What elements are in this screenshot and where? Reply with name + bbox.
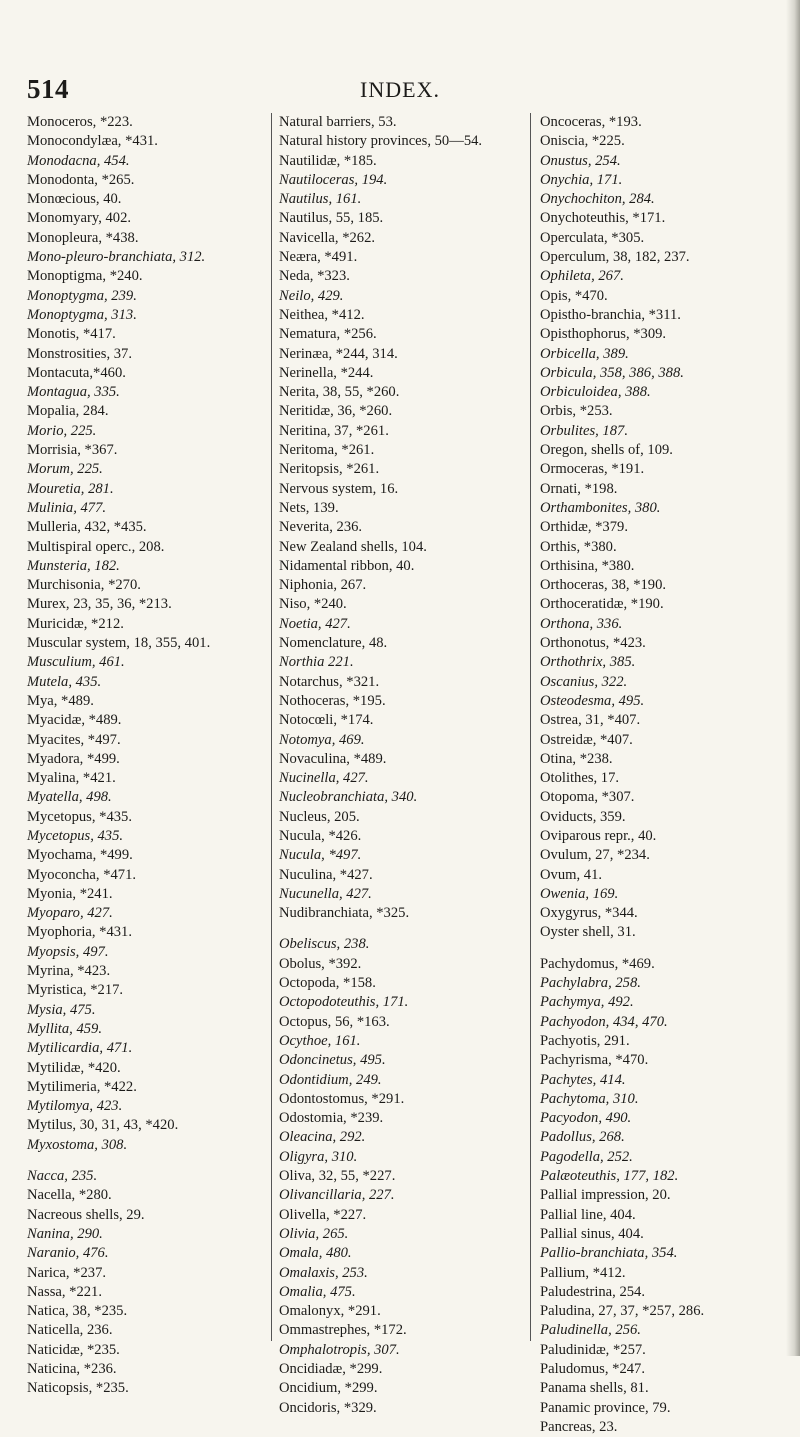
index-entry: Nucleobranchiata, 340. bbox=[279, 789, 418, 806]
index-entry: Nucleus, 205. bbox=[279, 808, 360, 825]
index-entry: Muricidæ, *212. bbox=[27, 615, 124, 632]
index-entry: Munsteria, 182. bbox=[27, 557, 120, 574]
index-entry: Morio, 225. bbox=[27, 422, 97, 439]
index-entry: Neithea, *412. bbox=[279, 306, 365, 323]
index-entry: Nanina, 290. bbox=[27, 1225, 103, 1242]
index-entry: Natural history provinces, 50—54. bbox=[279, 133, 483, 150]
index-entry: Monoptigma, *240. bbox=[27, 268, 143, 285]
index-entry: Mytilicardia, 471. bbox=[27, 1040, 133, 1057]
index-entry: Naticopsis, *235. bbox=[27, 1380, 129, 1397]
index-entry: Monodonta, *265. bbox=[27, 171, 135, 188]
index-entry: Nucunella, 427. bbox=[279, 885, 372, 902]
index-entry: Nets, 139. bbox=[279, 499, 339, 516]
index-entry: Neritopsis, *261. bbox=[279, 461, 380, 478]
index-entry: Owenia, 169. bbox=[540, 885, 619, 902]
index-entry: Myonia, *241. bbox=[27, 885, 113, 902]
index-entry: Omphalotropis, 307. bbox=[279, 1341, 400, 1358]
index-entry: Orthonotus, *423. bbox=[540, 635, 646, 652]
index-entry: Oregon, shells of, 109. bbox=[540, 442, 673, 459]
index-entry: Nacella, *280. bbox=[27, 1187, 112, 1204]
index-column-1 bbox=[27, 113, 271, 1399]
index-entry: Pallial sinus, 404. bbox=[540, 1225, 644, 1242]
index-entry: Myalina, *421. bbox=[27, 770, 116, 787]
index-entry: Orbulites, 187. bbox=[540, 422, 628, 439]
index-entry: Nerita, 38, 55, *260. bbox=[279, 384, 400, 401]
index-entry: Neritoma, *261. bbox=[279, 442, 375, 459]
index-entry: Montagua, 335. bbox=[27, 384, 120, 401]
index-entry: Pachyotis, 291. bbox=[540, 1032, 630, 1049]
index-entry: Oniscia, *225. bbox=[540, 133, 625, 150]
index-entry: Orthidæ, *379. bbox=[540, 519, 628, 536]
index-entry: Orthambonites, 380. bbox=[540, 499, 661, 516]
index-entry: Myadora, *499. bbox=[27, 750, 120, 767]
index-entry: Octopus, 56, *163. bbox=[279, 1013, 390, 1030]
index-entry: Orthona, 336. bbox=[540, 615, 623, 632]
index-entry: Paludina, 27, 37, *257, 286. bbox=[540, 1303, 705, 1320]
index-entry: Monocondylæa, *431. bbox=[27, 133, 158, 150]
index-entry: Onychochiton, 284. bbox=[540, 191, 655, 208]
index-entry: Nerinella, *244. bbox=[279, 364, 374, 381]
index-entry: Noetia, 427. bbox=[279, 615, 351, 632]
index-entry: Narica, *237. bbox=[27, 1264, 107, 1281]
index-entry: Nacca, 235. bbox=[27, 1168, 98, 1185]
index-entry: Otopoma, *307. bbox=[540, 789, 635, 806]
index-entry: Neverita, 236. bbox=[279, 519, 363, 536]
index-entry: Pallium, *412. bbox=[540, 1264, 626, 1281]
index-entry: Neritidæ, 36, *260. bbox=[279, 403, 393, 420]
index-entry: Myoconcha, *471. bbox=[27, 866, 137, 883]
index-entry: Opis, *470. bbox=[540, 287, 608, 304]
index-entry: Myristica, *217. bbox=[27, 982, 124, 999]
index-entry: Mutela, 435. bbox=[27, 673, 102, 690]
index-entry: Ostreidæ, *407. bbox=[540, 731, 633, 748]
index-entry: Paludomus, *247. bbox=[540, 1361, 645, 1377]
index-entry: Myophoria, *431. bbox=[27, 924, 132, 941]
index-entry: Neda, *323. bbox=[279, 268, 350, 285]
index-entry: Obolus, *392. bbox=[279, 955, 362, 972]
index-entry: Padollus, 268. bbox=[540, 1129, 625, 1146]
index-entry: Nacreous shells, 29. bbox=[27, 1206, 145, 1223]
index-entry: Orthis, *380. bbox=[540, 538, 617, 555]
index-entry: Orbis, *253. bbox=[540, 403, 613, 420]
index-column-2 bbox=[279, 113, 523, 1418]
index-entry: Pachymya, 492. bbox=[540, 994, 634, 1011]
index-entry: Oncoceras, *193. bbox=[540, 114, 642, 130]
index-entry: Morum, 225. bbox=[27, 461, 103, 478]
index-entry: Nucinella, 427. bbox=[279, 770, 369, 787]
index-entry: Operculata, *305. bbox=[540, 229, 645, 246]
index-entry: Ophileta, 267. bbox=[540, 268, 624, 285]
index-entry: Pancreas, 23. bbox=[540, 1418, 618, 1435]
index-entry: Oviparous repr., 40. bbox=[540, 827, 657, 844]
index-entry: Pachyrisma, *470. bbox=[540, 1052, 649, 1069]
running-head: INDEX. bbox=[360, 77, 440, 102]
index-entry: Onychoteuthis, *171. bbox=[540, 210, 666, 227]
index-column-3 bbox=[540, 113, 790, 1437]
index-entry: Omalaxis, 253. bbox=[279, 1264, 368, 1281]
index-entry: Notarchus, *321. bbox=[279, 673, 380, 690]
index-entry: Notomya, 469. bbox=[279, 731, 365, 748]
index-entry: Nautilus, 161. bbox=[279, 191, 362, 208]
index-entry: Obeliscus, 238. bbox=[279, 936, 370, 953]
index-entry: Olivella, *227. bbox=[279, 1206, 367, 1223]
index-entry: Osteodesma, 495. bbox=[540, 692, 645, 709]
index-entry: Navicella, *262. bbox=[279, 229, 376, 246]
index-entry: Mycetopus, 435. bbox=[27, 827, 124, 844]
page-number: 514 bbox=[27, 74, 69, 104]
index-entry: Nautilidæ, *185. bbox=[279, 152, 377, 169]
index-entry: Onychia, 171. bbox=[540, 171, 623, 188]
index-entry: Multispiral operc., 208. bbox=[27, 538, 165, 555]
index-entry: Nassa, *221. bbox=[27, 1283, 102, 1300]
index-entry: Niphonia, 267. bbox=[279, 577, 367, 594]
index-entry: Oleacina, 292. bbox=[279, 1129, 366, 1146]
index-entry: New Zealand shells, 104. bbox=[279, 538, 427, 555]
index-entry: Oyster shell, 31. bbox=[540, 924, 636, 941]
index-entry: Orbicula, 358, 386, 388. bbox=[540, 364, 684, 381]
index-entry: Nucula, *497. bbox=[279, 847, 362, 864]
index-entry: Ovulum, 27, *234. bbox=[540, 847, 650, 864]
index-entry: Naticina, *236. bbox=[27, 1361, 117, 1377]
index-entry: Oxygyrus, *344. bbox=[540, 905, 638, 922]
index-entry: Mytilus, 30, 31, 43, *420. bbox=[27, 1117, 179, 1134]
index-entry: Mytilidæ, *420. bbox=[27, 1059, 121, 1076]
index-entry: Naranio, 476. bbox=[27, 1245, 109, 1262]
index-entry: Ovum, 41. bbox=[540, 866, 603, 883]
index-entry: Nematura, *256. bbox=[279, 326, 377, 343]
index-entry: Otolithes, 17. bbox=[540, 770, 620, 787]
letter-section-gap bbox=[279, 923, 523, 935]
index-entry: Oligyra, 310. bbox=[279, 1148, 358, 1165]
index-entry: Operculum, 38, 182, 237. bbox=[540, 249, 690, 266]
index-entry: Opistho-branchia, *311. bbox=[540, 306, 681, 323]
index-entry: Orthoceratidæ, *190. bbox=[540, 596, 664, 613]
index-entry: Mya, *489. bbox=[27, 692, 94, 709]
index-entry: Nucula, *426. bbox=[279, 827, 362, 844]
index-entry: Pallio-branchiata, 354. bbox=[540, 1245, 678, 1262]
index-entry: Otina, *238. bbox=[540, 750, 613, 767]
index-entry: Monoptygma, 313. bbox=[27, 306, 137, 323]
index-entry: Monomyary, 402. bbox=[27, 210, 132, 227]
index-entry: Pachyodon, 434, 470. bbox=[540, 1013, 668, 1030]
index-entry: Pachytes, 414. bbox=[540, 1071, 626, 1088]
column-divider bbox=[271, 113, 272, 1341]
index-entry: Ocythoe, 161. bbox=[279, 1032, 361, 1049]
index-entry: Nervous system, 16. bbox=[279, 480, 399, 497]
index-entry: Monopleura, *438. bbox=[27, 229, 139, 246]
index-entry: Myopsis, 497. bbox=[27, 943, 109, 960]
index-entry: Naticella, 236. bbox=[27, 1322, 113, 1339]
index-entry: Nothoceras, *195. bbox=[279, 692, 386, 709]
index-entry: Omalonyx, *291. bbox=[279, 1303, 381, 1320]
index-entry: Panamic province, 79. bbox=[540, 1399, 671, 1416]
index-entry: Pacyodon, 490. bbox=[540, 1110, 632, 1127]
index-entry: Odontostomus, *291. bbox=[279, 1090, 405, 1107]
index-entry: Olivancillaria, 227. bbox=[279, 1187, 395, 1204]
index-entry: Ormoceras, *191. bbox=[540, 461, 645, 478]
index-entry: Natica, 38, *235. bbox=[27, 1303, 128, 1320]
index-entry: Palæoteuthis, 177, 182. bbox=[540, 1168, 679, 1185]
index-entry: Octopoda, *158. bbox=[279, 975, 376, 992]
index-entry: Pallial line, 404. bbox=[540, 1206, 636, 1223]
index-entry: Nidamental ribbon, 40. bbox=[279, 557, 415, 574]
index-entry: Naticidæ, *235. bbox=[27, 1341, 120, 1358]
index-entry: Oliva, 32, 55, *227. bbox=[279, 1168, 396, 1185]
index-entry: Mulleria, 432, *435. bbox=[27, 519, 147, 536]
index-entry: Myatella, 498. bbox=[27, 789, 112, 806]
index-entry: Orthoceras, 38, *190. bbox=[540, 577, 667, 594]
letter-section-gap bbox=[27, 1155, 271, 1167]
index-entry: Mytilimeria, *422. bbox=[27, 1078, 137, 1095]
index-entry: Panama shells, 81. bbox=[540, 1380, 649, 1397]
index-entry: Oncidiadæ, *299. bbox=[279, 1361, 383, 1377]
index-entry: Natural barriers, 53. bbox=[279, 114, 397, 130]
index-entry: Mopalia, 284. bbox=[27, 403, 109, 420]
index-entry: Niso, *240. bbox=[279, 596, 347, 613]
index-entry: Oncidoris, *329. bbox=[279, 1399, 377, 1416]
index-entry: Notocœli, *174. bbox=[279, 712, 374, 729]
page-header bbox=[0, 74, 800, 106]
index-entry: Myllita, 459. bbox=[27, 1020, 102, 1037]
index-entry: Mysia, 475. bbox=[27, 1001, 96, 1018]
index-entry: Paludinidæ, *257. bbox=[540, 1341, 646, 1358]
index-entry: Nerinæa, *244, 314. bbox=[279, 345, 398, 362]
index-entry: Orbiculoidea, 388. bbox=[540, 384, 651, 401]
index-entry: Monodacna, 454. bbox=[27, 152, 130, 169]
index-entry: Pachylabra, 258. bbox=[540, 975, 641, 992]
index-entry: Paludinella, 256. bbox=[540, 1322, 641, 1339]
index-entry: Myrina, *423. bbox=[27, 963, 111, 980]
index-entry: Montacuta,*460. bbox=[27, 364, 126, 381]
index-entry: Oviducts, 359. bbox=[540, 808, 626, 825]
index-entry: Pallial impression, 20. bbox=[540, 1187, 671, 1204]
index-entry: Novaculina, *489. bbox=[279, 750, 387, 767]
index-entry: Oscanius, 322. bbox=[540, 673, 628, 690]
index-entry: Pagodella, 252. bbox=[540, 1148, 633, 1165]
index-entry: Pachydomus, *469. bbox=[540, 955, 655, 972]
index-entry: Monotis, *417. bbox=[27, 326, 116, 343]
index-entry: Myxostoma, 308. bbox=[27, 1136, 128, 1153]
index-entry: Myacidæ, *489. bbox=[27, 712, 122, 729]
index-entry: Myochama, *499. bbox=[27, 847, 133, 864]
index-entry: Muscular system, 18, 355, 401. bbox=[27, 635, 211, 652]
index-entry: Mycetopus, *435. bbox=[27, 808, 132, 825]
index-entry: Opisthophorus, *309. bbox=[540, 326, 667, 343]
index-entry: Odontidium, 249. bbox=[279, 1071, 382, 1088]
index-entry: Olivia, 265. bbox=[279, 1225, 349, 1242]
index-entry: Orthisina, *380. bbox=[540, 557, 635, 574]
index-entry: Neritina, 37, *261. bbox=[279, 422, 389, 439]
index-entry: Neæra, *491. bbox=[279, 249, 358, 266]
index-entry: Omalia, 475. bbox=[279, 1283, 356, 1300]
index-entry: Musculium, 461. bbox=[27, 654, 125, 671]
index-entry: Northia 221. bbox=[279, 654, 354, 671]
index-entry: Myoparo, 427. bbox=[27, 905, 113, 922]
index-entry: Ornati, *198. bbox=[540, 480, 618, 497]
index-entry: Morrisia, *367. bbox=[27, 442, 118, 459]
index-entry: Omala, 480. bbox=[279, 1245, 352, 1262]
index-entry: Oncidium, *299. bbox=[279, 1380, 378, 1397]
index-entry: Nautiloceras, 194. bbox=[279, 171, 388, 188]
page-edge-shadow bbox=[786, 0, 800, 1356]
index-entry: Myacites, *497. bbox=[27, 731, 121, 748]
index-entry: Onustus, 254. bbox=[540, 152, 621, 169]
index-entry: Monoptygma, 239. bbox=[27, 287, 137, 304]
index-entry: Mytilomya, 423. bbox=[27, 1098, 123, 1115]
index-entry: Nuculina, *427. bbox=[279, 866, 373, 883]
index-entry: Nomenclature, 48. bbox=[279, 635, 388, 652]
index-entry: Orthothrix, 385. bbox=[540, 654, 636, 671]
index-entry: Monoceros, *223. bbox=[27, 114, 133, 130]
letter-section-gap bbox=[540, 943, 790, 955]
index-entry: Nautilus, 55, 185. bbox=[279, 210, 384, 227]
index-entry: Orbicella, 389. bbox=[540, 345, 629, 362]
index-entry: Ostrea, 31, *407. bbox=[540, 712, 641, 729]
index-entry: Monœcious, 40. bbox=[27, 191, 122, 208]
column-divider bbox=[530, 113, 531, 1341]
index-entry: Monstrosities, 37. bbox=[27, 345, 132, 362]
index-entry: Pachytoma, 310. bbox=[540, 1090, 639, 1107]
index-entry: Paludestrina, 254. bbox=[540, 1283, 645, 1300]
index-entry: Nudibranchiata, *325. bbox=[279, 905, 410, 922]
index-entry: Odostomia, *239. bbox=[279, 1110, 384, 1127]
index-entry: Mulinia, 477. bbox=[27, 499, 107, 516]
index-entry: Murex, 23, 35, 36, *213. bbox=[27, 596, 172, 613]
index-entry: Ommastrephes, *172. bbox=[279, 1322, 407, 1339]
index-entry: Mono-pleuro-branchiata, 312. bbox=[27, 249, 206, 266]
index-entry: Octopodoteuthis, 171. bbox=[279, 994, 409, 1011]
index-entry: Odoncinetus, 495. bbox=[279, 1052, 386, 1069]
index-entry: Murchisonia, *270. bbox=[27, 577, 141, 594]
index-entry: Mouretia, 281. bbox=[27, 480, 114, 497]
index-entry: Neilo, 429. bbox=[279, 287, 344, 304]
